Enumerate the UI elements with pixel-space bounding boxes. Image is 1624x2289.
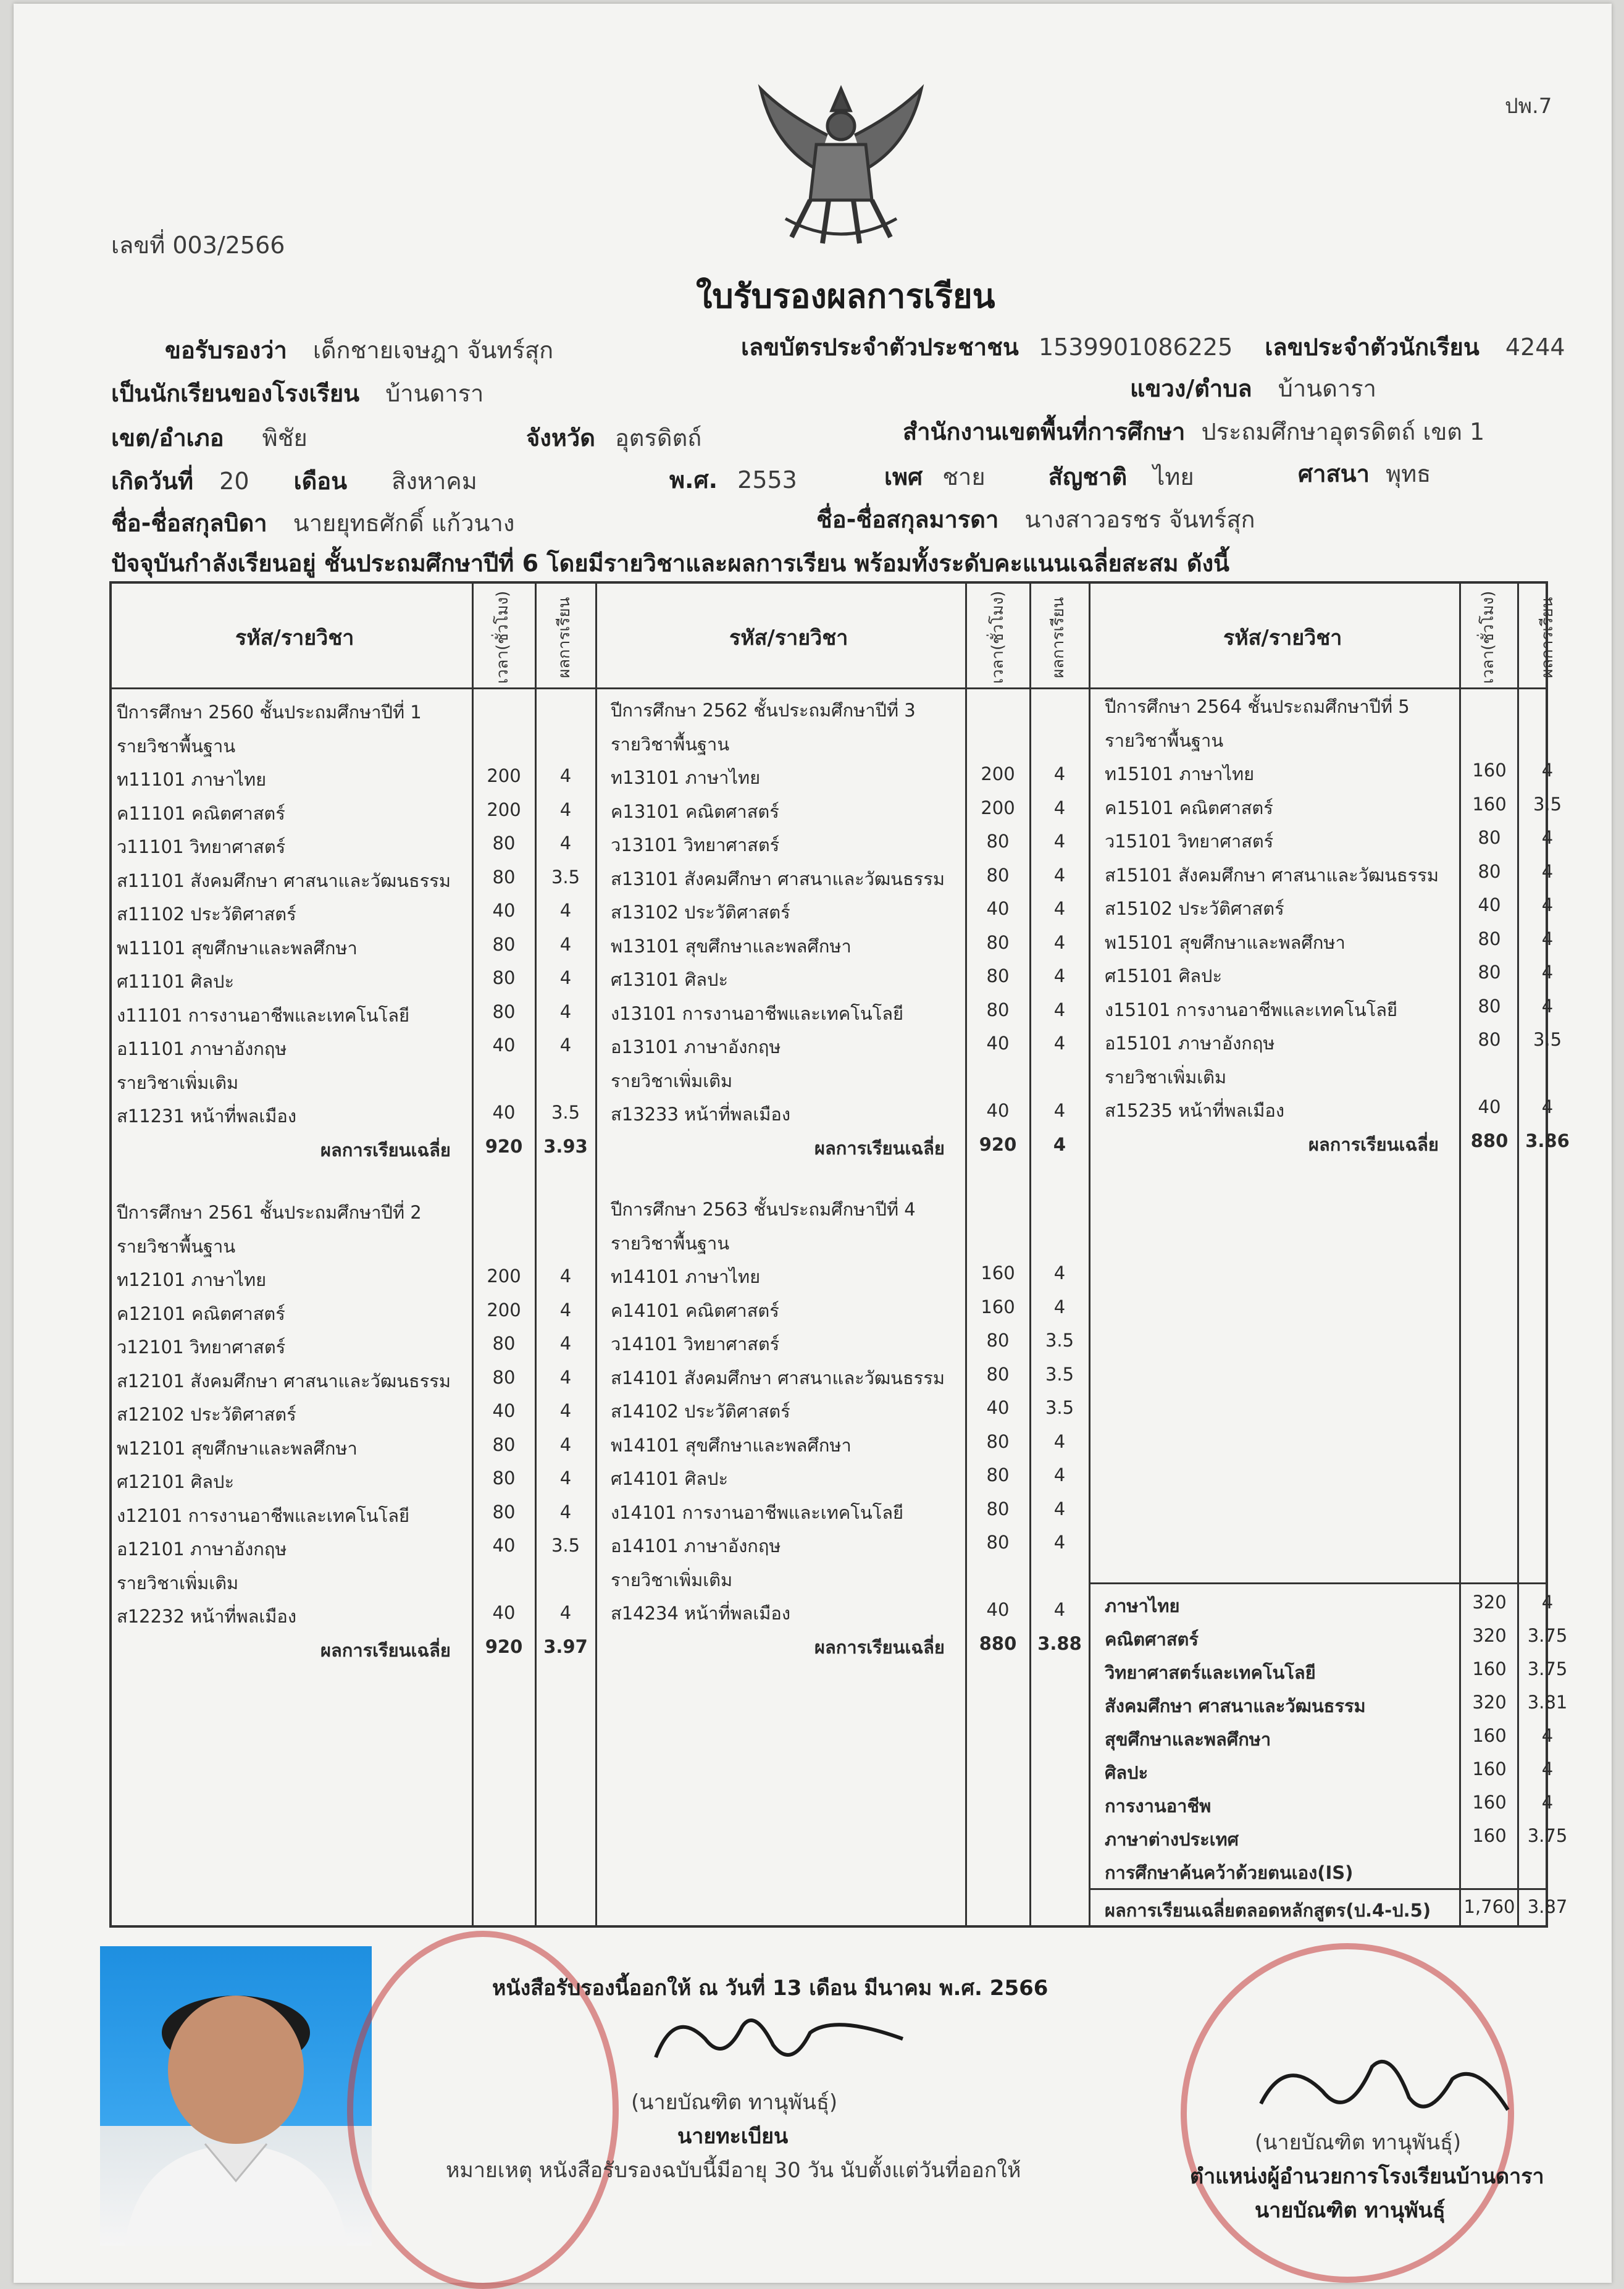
col1-hours-header: เวลา(ชั่วโมง)	[493, 590, 512, 684]
grade-cell: 4	[559, 1468, 572, 1489]
overall-hours-cell: 1,760	[1463, 1896, 1515, 1917]
summary-subject-cell: สังคมศึกษา ศาสนาและวัฒนธรรม	[1105, 1695, 1366, 1716]
hours-cell: 40	[1478, 1096, 1501, 1117]
grade-cell: 3.5	[1045, 1330, 1074, 1351]
subject-cell: ศ12101 ศิลปะ	[117, 1471, 235, 1492]
district: พิชัย	[262, 424, 308, 452]
province-line	[526, 419, 701, 456]
summary-subject-cell: วิทยาศาสตร์และเทคโนโลยี	[1105, 1662, 1316, 1683]
certify-line	[165, 331, 553, 369]
col3-hours-header: เวลา(ชั่วโมง)	[1479, 590, 1497, 684]
grade-cell: 4	[559, 1366, 572, 1388]
subject-cell: ส14101 สังคมศึกษา ศาสนาและวัฒนธรรม	[611, 1367, 945, 1388]
subject-cell: ส15102 ประวัติศาสตร์	[1105, 898, 1284, 919]
validity-note: หมายเหตุ หนังสือรับรองฉบับนี้มีอายุ 30 วัน นับตั้งแต่วันที่ออกให้	[446, 2158, 1021, 2183]
summary-grade-cell: 4	[1541, 1792, 1554, 1813]
col3-y1-extra-label: รายวิชาเพิ่มเติม	[1105, 1066, 1227, 1088]
subject-cell: ส11101 สังคมศึกษา ศาสนาและวัฒนธรรม	[117, 870, 451, 891]
hours-cell: 40	[492, 900, 516, 921]
subject-cell: ส15101 สังคมศึกษา ศาสนาและวัฒนธรรม	[1105, 864, 1439, 886]
hours-cell: 80	[492, 967, 516, 988]
hours-cell: 80	[492, 866, 516, 888]
col1-subject-header: รหัส/รายวิชา	[235, 626, 354, 650]
summary-hours-cell: 320	[1472, 1692, 1507, 1713]
summary-grade-cell: 4	[1541, 1758, 1554, 1779]
subject-cell: ส13101 สังคมศึกษา ศาสนาและวัฒนธรรม	[611, 868, 945, 889]
average-hours-cell: 920	[485, 1135, 523, 1157]
director-name-2: นายบัณฑิต ทานุพันธุ์	[1255, 2198, 1446, 2223]
grade-cell: 4	[1053, 1599, 1066, 1620]
subject-cell: พ15101 สุขศึกษาและพลศึกษา	[1105, 931, 1346, 953]
col2-y1-basic-label: รายวิชาพื้นฐาน	[611, 733, 730, 755]
col2-y1-extra-label: รายวิชาเพิ่มเติม	[611, 1070, 733, 1091]
grade-cell: 4	[1541, 860, 1554, 882]
district-line	[111, 419, 308, 456]
subject-cell: ท14101 ภาษาไทย	[611, 1266, 761, 1287]
hours-cell: 80	[986, 999, 1010, 1020]
hours-cell: 80	[492, 1501, 516, 1522]
birth-day-line	[111, 462, 477, 500]
issue-date: หนังสือรับรองนี้ออกให้ ณ วันที่ 13 เดือน มีนาคม พ.ศ. 2566	[492, 1976, 1048, 2001]
col1-y1-basic-label: รายวิชาพื้นฐาน	[117, 735, 236, 757]
registrar-signature-icon	[650, 2002, 909, 2078]
grade-cell: 4	[1053, 1532, 1066, 1553]
col2-hours-header: เวลา(ชั่วโมง)	[989, 590, 1007, 684]
summary-grade-cell: 3.75	[1527, 1658, 1568, 1679]
col1-y1-average-label: ผลการเรียนเฉลี่ย	[320, 1139, 451, 1161]
summary-hours-cell: 160	[1472, 1792, 1507, 1813]
subject-cell: พ13101 สุขศึกษาและพลศึกษา	[611, 935, 852, 957]
subject-cell: ส14102 ประวัติศาสตร์	[611, 1401, 790, 1422]
grade-cell: 4	[559, 833, 572, 854]
registrar-title: นายทะเบียน	[677, 2124, 789, 2149]
grade-cell: 3.5	[1045, 1397, 1074, 1418]
hours-cell: 80	[986, 1430, 1010, 1452]
col1-y2-average-label: ผลการเรียนเฉลี่ย	[320, 1639, 451, 1661]
grade-cell: 4	[559, 765, 572, 786]
subject-cell: ว15101 วิทยาศาสตร์	[1105, 831, 1274, 852]
hours-cell: 80	[986, 1464, 1010, 1485]
mother-label: ชื่อ-ชื่อสกุลมารดา	[816, 506, 999, 533]
grade-cell: 4	[1053, 931, 1066, 953]
hours-cell: 40	[492, 1035, 516, 1056]
province-label: จังหวัด	[526, 424, 595, 452]
subject-cell: อ15101 ภาษาอังกฤษ	[1105, 1033, 1275, 1054]
col2-y2-title: ปีการศึกษา 2563 ชั้นประถมศึกษาปีที่ 4	[611, 1199, 916, 1220]
average-hours-cell: 880	[1470, 1130, 1509, 1151]
hours-cell: 40	[986, 1599, 1010, 1620]
hours-cell: 40	[986, 1033, 1010, 1054]
subdistrict-line	[1130, 369, 1376, 407]
subject-cell: ค12101 คณิตศาสตร์	[117, 1303, 285, 1324]
subject-cell: ว12101 วิทยาศาสตร์	[117, 1337, 286, 1358]
hours-cell: 80	[1478, 962, 1501, 983]
father-name: นายยุทธศักดิ์ แก้วนาง	[293, 510, 515, 537]
nationality-label: สัญชาติ	[1048, 463, 1128, 490]
hours-cell: 200	[487, 799, 521, 820]
subject-cell: อ11101 ภาษาอังกฤษ	[117, 1038, 287, 1059]
grade-cell: 4	[1053, 1100, 1066, 1121]
hours-cell: 40	[986, 898, 1010, 919]
father-label: ชื่อ-ชื่อสกุลบิดา	[111, 510, 267, 537]
hours-cell: 200	[487, 765, 521, 786]
subject-cell: ค14101 คณิตศาสตร์	[611, 1300, 779, 1321]
subject-cell: ศ14101 ศิลปะ	[611, 1468, 729, 1489]
hours-cell: 80	[492, 1333, 516, 1354]
hours-cell: 160	[1472, 760, 1507, 781]
hours-cell: 80	[492, 1001, 516, 1022]
hours-cell: 200	[981, 763, 1015, 784]
subject-cell: พ12101 สุขศึกษาและพลศึกษา	[117, 1437, 358, 1459]
subject-cell: ส12232 หน้าที่พลเมือง	[117, 1606, 297, 1627]
birth-month: สิงหาคม	[391, 468, 477, 495]
average-hours-cell: 880	[979, 1632, 1017, 1654]
director-signature-icon	[1255, 2042, 1514, 2137]
summary-grade-cell: 4	[1541, 1725, 1554, 1746]
grade-cell: 4	[559, 1266, 572, 1287]
hours-cell: 80	[986, 1498, 1010, 1519]
religion: พุทธ	[1386, 460, 1431, 487]
grade-cell: 4	[559, 1333, 572, 1354]
grade-cell: 4	[559, 933, 572, 955]
id-card-number: 1539901086225	[1038, 334, 1233, 361]
hours-cell: 200	[487, 1266, 521, 1287]
subdistrict: บ้านดารา	[1278, 375, 1376, 402]
summary-subject-cell: การศึกษาค้นคว้าด้วยตนเอง(IS)	[1105, 1862, 1354, 1883]
col2-y1-average-label: ผลการเรียนเฉลี่ย	[814, 1137, 945, 1159]
col2-subject-header: รหัส/รายวิชา	[729, 626, 848, 650]
grade-cell: 4	[1541, 1096, 1554, 1117]
hours-cell: 80	[492, 833, 516, 854]
religion-line	[1298, 455, 1431, 492]
grades-table	[109, 581, 1570, 1928]
grade-cell: 4	[1053, 763, 1066, 784]
birth-year: 2553	[737, 466, 797, 494]
student-name: เด็กชายเจษฎา จันทร์สุก	[312, 337, 554, 364]
birth-day: 20	[219, 468, 249, 495]
hours-cell: 80	[986, 1330, 1010, 1351]
average-grade-cell: 3.93	[543, 1135, 588, 1157]
grade-cell: 3.5	[1045, 1363, 1074, 1385]
hours-cell: 80	[492, 1434, 516, 1455]
mother-name: นางสาวอรชร จันทร์สุก	[1024, 506, 1255, 533]
district-label: เขต/อำเภอ	[111, 424, 224, 452]
subject-cell: ค11101 คณิตศาสตร์	[117, 802, 285, 824]
grade-cell: 4	[1053, 999, 1066, 1020]
grade-cell: 4	[1053, 1464, 1066, 1485]
hours-cell: 80	[1478, 995, 1501, 1017]
hours-cell: 200	[981, 797, 1015, 818]
grade-cell: 4	[559, 967, 572, 988]
grade-cell: 3.5	[551, 866, 580, 888]
subject-cell: อ14101 ภาษาอังกฤษ	[611, 1535, 781, 1556]
hours-cell: 80	[1478, 827, 1501, 848]
subject-cell: ง13101 การงานอาชีพและเทคโนโลยี	[611, 1002, 904, 1024]
col1-y1-extra-label: รายวิชาเพิ่มเติม	[117, 1072, 239, 1093]
subject-cell: ส11102 ประวัติศาสตร์	[117, 904, 296, 925]
director-name: (นายบัณฑิต ทานุพันธุ์)	[1255, 2130, 1462, 2155]
hours-cell: 80	[1478, 860, 1501, 882]
summary-grade-cell: 3.75	[1527, 1825, 1568, 1846]
grade-cell: 4	[559, 1400, 572, 1421]
id-card-line	[741, 328, 1565, 366]
hours-cell: 40	[492, 1400, 516, 1421]
grade-cell: 4	[1053, 1262, 1066, 1283]
subject-cell: ง15101 การงานอาชีพและเทคโนโลยี	[1105, 999, 1398, 1020]
certificate-page	[14, 4, 1612, 2283]
summary-grade-cell: 4	[1541, 1592, 1554, 1613]
subject-cell: ส14234 หน้าที่พลเมือง	[611, 1603, 791, 1624]
school-line	[111, 374, 483, 412]
grade-cell: 4	[559, 1299, 572, 1321]
grade-cell: 4	[1541, 995, 1554, 1017]
col2-y2-average-label: ผลการเรียนเฉลี่ย	[814, 1636, 945, 1658]
subject-cell: อ12101 ภาษาอังกฤษ	[117, 1539, 287, 1560]
summary-subject-cell: การงานอาชีพ	[1105, 1796, 1212, 1816]
garuda-emblem-icon	[748, 77, 934, 256]
birth-year-line	[669, 461, 797, 498]
area-office-line	[903, 413, 1484, 450]
hours-cell: 200	[487, 1299, 521, 1321]
subject-cell: ว11101 วิทยาศาสตร์	[117, 836, 286, 857]
subject-cell: ค15101 คณิตศาสตร์	[1105, 797, 1273, 818]
grade-cell: 4	[1541, 962, 1554, 983]
grade-cell: 3.5	[551, 1102, 580, 1123]
hours-cell: 80	[1478, 1029, 1501, 1050]
col2-y2-basic-label: รายวิชาพื้นฐาน	[611, 1232, 730, 1254]
summary-hours-cell: 160	[1472, 1758, 1507, 1779]
col1-y2-extra-label: รายวิชาเพิ่มเติม	[117, 1572, 239, 1594]
area-office-label: สำนักงานเขตพื้นที่การศึกษา	[903, 418, 1186, 445]
grade-cell: 4	[1053, 1296, 1066, 1317]
subject-cell: ง14101 การงานอาชีพและเทคโนโลยี	[611, 1502, 904, 1523]
summary-subject-cell: คณิตศาสตร์	[1105, 1629, 1199, 1650]
summary-subject-cell: ศิลปะ	[1105, 1762, 1149, 1783]
hours-cell: 40	[492, 1602, 516, 1623]
mother-line	[816, 500, 1255, 538]
grade-cell: 4	[1053, 1498, 1066, 1519]
summary-grade-cell: 3.75	[1527, 1625, 1568, 1646]
summary-grade-cell: 3.81	[1527, 1692, 1568, 1713]
summary-subject-cell: ภาษาไทย	[1105, 1595, 1180, 1616]
religion-label: ศาสนา	[1298, 460, 1370, 487]
sex-label: เพศ	[884, 463, 923, 490]
hours-cell: 80	[986, 1363, 1010, 1385]
grade-cell: 4	[559, 1501, 572, 1522]
grade-cell: 3.5	[1533, 1029, 1562, 1050]
summary-subject-cell: ภาษาต่างประเทศ	[1105, 1829, 1239, 1850]
grade-cell: 4	[1541, 928, 1554, 949]
average-hours-cell: 920	[979, 1133, 1017, 1155]
col1-grade-header: ผลการเรียน	[555, 597, 574, 678]
hours-cell: 80	[986, 931, 1010, 953]
registrar-name: (นายบัณฑิต ทานุพันธุ์)	[631, 2090, 838, 2115]
hours-cell: 160	[981, 1296, 1015, 1317]
summary-subject-cell: สุขศึกษาและพลศึกษา	[1105, 1729, 1271, 1750]
hours-cell: 160	[981, 1262, 1015, 1283]
subject-cell: พ14101 สุขศึกษาและพลศึกษา	[611, 1434, 852, 1456]
grade-cell: 4	[1053, 1430, 1066, 1452]
subject-cell: ส11231 หน้าที่พลเมือง	[117, 1106, 297, 1127]
sex: ชาย	[942, 463, 986, 490]
average-grade-cell: 3.88	[1037, 1632, 1082, 1654]
col3-subject-header: รหัส/รายวิชา	[1223, 626, 1342, 650]
hours-cell: 40	[986, 1100, 1010, 1121]
summary-hours-cell: 320	[1472, 1625, 1507, 1646]
subdistrict-label: แขวง/ตำบล	[1130, 375, 1252, 402]
subject-cell: ศ11101 ศิลปะ	[117, 971, 235, 992]
subject-cell: ท11101 ภาษาไทย	[117, 769, 267, 790]
hours-cell: 80	[986, 831, 1010, 852]
hours-cell: 80	[986, 965, 1010, 986]
hours-cell: 40	[492, 1535, 516, 1556]
col3-y1-average-label: ผลการเรียนเฉลี่ย	[1308, 1133, 1439, 1155]
subject-cell: ส12101 สังคมศึกษา ศาสนาและวัฒนธรรม	[117, 1370, 451, 1392]
birth-day-label: เกิดวันที่	[111, 468, 194, 495]
col1-y2-basic-label: รายวิชาพื้นฐาน	[117, 1235, 236, 1257]
subject-cell: ว13101 วิทยาศาสตร์	[611, 834, 780, 855]
id-card-label: เลขบัตรประจำตัวประชาชน	[741, 334, 1019, 361]
grade-cell: 4	[559, 1001, 572, 1022]
grade-cell: 4	[1053, 831, 1066, 852]
certify-label: ขอรับรองว่า	[165, 337, 287, 364]
subject-cell: พ11101 สุขศึกษาและพลศึกษา	[117, 937, 358, 959]
overall-average-label: ผลการเรียนเฉลี่ยตลอดหลักสูตร(ป.4-ป.5)	[1105, 1900, 1431, 1921]
col3-grade-header: ผลการเรียน	[1538, 597, 1557, 678]
subject-cell: ส13233 หน้าที่พลเมือง	[611, 1104, 791, 1125]
average-grade-cell: 3.97	[543, 1636, 588, 1657]
subject-cell: ง11101 การงานอาชีพและเทคโนโลยี	[117, 1004, 410, 1026]
province: อุตรดิตถ์	[614, 424, 702, 452]
summary-hours-cell: 160	[1472, 1725, 1507, 1746]
grade-cell: 4	[1541, 760, 1554, 781]
subject-cell: ว14101 วิทยาศาสตร์	[611, 1334, 780, 1354]
subject-cell: ท12101 ภาษาไทย	[117, 1269, 267, 1290]
subject-cell: ส12102 ประวัติศาสตร์	[117, 1404, 296, 1425]
grade-cell: 4	[559, 1602, 572, 1623]
hours-cell: 40	[1478, 894, 1501, 915]
grade-cell: 4	[1053, 1033, 1066, 1054]
hours-cell: 80	[492, 1468, 516, 1489]
hours-cell: 80	[492, 1366, 516, 1388]
hours-cell: 80	[1478, 928, 1501, 949]
hours-cell: 40	[986, 1397, 1010, 1418]
hours-cell: 160	[1472, 793, 1507, 815]
current-status: ปัจจุบันกำลังเรียนอยู่ ชั้นประถมศึกษาปีที่ 6 โดยมีรายวิชาและผลการเรียน พร้อมทั้งระดับคะแนนเฉลี่ยสะสม ดังนี้	[111, 550, 1230, 577]
subject-cell: ส15235 หน้าที่พลเมือง	[1105, 1100, 1285, 1121]
document-code: ปพ.7	[1505, 94, 1552, 119]
hours-cell: 40	[492, 1102, 516, 1123]
director-title: ตำแหน่งผู้อำนวยการโรงเรียนบ้านดารา	[1190, 2164, 1544, 2189]
summary-hours-cell: 160	[1472, 1825, 1507, 1846]
col3-y1-basic-label: รายวิชาพื้นฐาน	[1105, 729, 1224, 751]
hours-cell: 80	[986, 1532, 1010, 1553]
overall-grade-cell: 3.87	[1527, 1896, 1568, 1917]
grade-cell: 4	[1541, 894, 1554, 915]
sex-line	[884, 458, 1194, 495]
student-photo	[100, 1946, 372, 2246]
subject-cell: ค13101 คณิตศาสตร์	[611, 800, 779, 822]
grade-cell: 4	[1053, 797, 1066, 818]
col2-y1-title: ปีการศึกษา 2562 ชั้นประถมศึกษาปีที่ 3	[611, 700, 916, 721]
col2-y2-extra-label: รายวิชาเพิ่มเติม	[611, 1569, 733, 1590]
subject-cell: ท15101 ภาษาไทย	[1105, 763, 1255, 784]
subject-cell: ศ15101 ศิลปะ	[1105, 965, 1223, 986]
document-number: เลขที่ 003/2566	[111, 232, 285, 259]
grade-cell: 4	[1053, 898, 1066, 919]
student-id-label: เลขประจำตัวนักเรียน	[1265, 334, 1480, 361]
father-line	[111, 504, 514, 542]
subject-cell: ศ13101 ศิลปะ	[611, 969, 729, 990]
summary-hours-cell: 160	[1472, 1658, 1507, 1679]
grade-cell: 4	[559, 900, 572, 921]
col1-y2-title: ปีการศึกษา 2561 ชั้นประถมศึกษาปีที่ 2	[117, 1202, 422, 1223]
page-title: ใบรับรองผลการเรียน	[696, 277, 995, 316]
grade-cell: 4	[559, 799, 572, 820]
birth-year-label: พ.ศ.	[669, 466, 718, 494]
grade-cell: 3.5	[551, 1535, 580, 1556]
student-id: 4244	[1505, 334, 1565, 361]
grade-cell: 4	[1053, 965, 1066, 986]
subject-cell: ส13102 ประวัติศาสตร์	[611, 902, 790, 923]
subject-cell: อ13101 ภาษาอังกฤษ	[611, 1036, 781, 1057]
grade-cell: 4	[1541, 827, 1554, 848]
grade-cell: 4	[559, 1434, 572, 1455]
col1-y1-title: ปีการศึกษา 2560 ชั้นประถมศึกษาปีที่ 1	[117, 702, 422, 723]
grade-cell: 4	[1053, 864, 1066, 886]
grade-cell: 4	[559, 1035, 572, 1056]
subject-cell: ท13101 ภาษาไทย	[611, 767, 761, 788]
summary-hours-cell: 320	[1472, 1592, 1507, 1613]
area-office: ประถมศึกษาอุตรดิตถ์ เขต 1	[1201, 418, 1485, 445]
subject-cell: ง12101 การงานอาชีพและเทคโนโลยี	[117, 1505, 410, 1526]
hours-cell: 80	[986, 864, 1010, 886]
average-grade-cell: 4	[1053, 1133, 1066, 1155]
grade-cell: 3.5	[1533, 793, 1562, 815]
average-hours-cell: 920	[485, 1636, 523, 1657]
school-label: เป็นนักเรียนของโรงเรียน	[111, 380, 360, 407]
hours-cell: 80	[492, 933, 516, 955]
col2-grade-header: ผลการเรียน	[1049, 597, 1068, 678]
school-name: บ้านดารา	[385, 380, 484, 407]
average-grade-cell: 3.86	[1525, 1130, 1570, 1151]
birth-month-label: เดือน	[293, 468, 348, 495]
col3-y1-title: ปีการศึกษา 2564 ชั้นประถมศึกษาปีที่ 5	[1105, 696, 1410, 717]
nationality: ไทย	[1153, 463, 1194, 490]
